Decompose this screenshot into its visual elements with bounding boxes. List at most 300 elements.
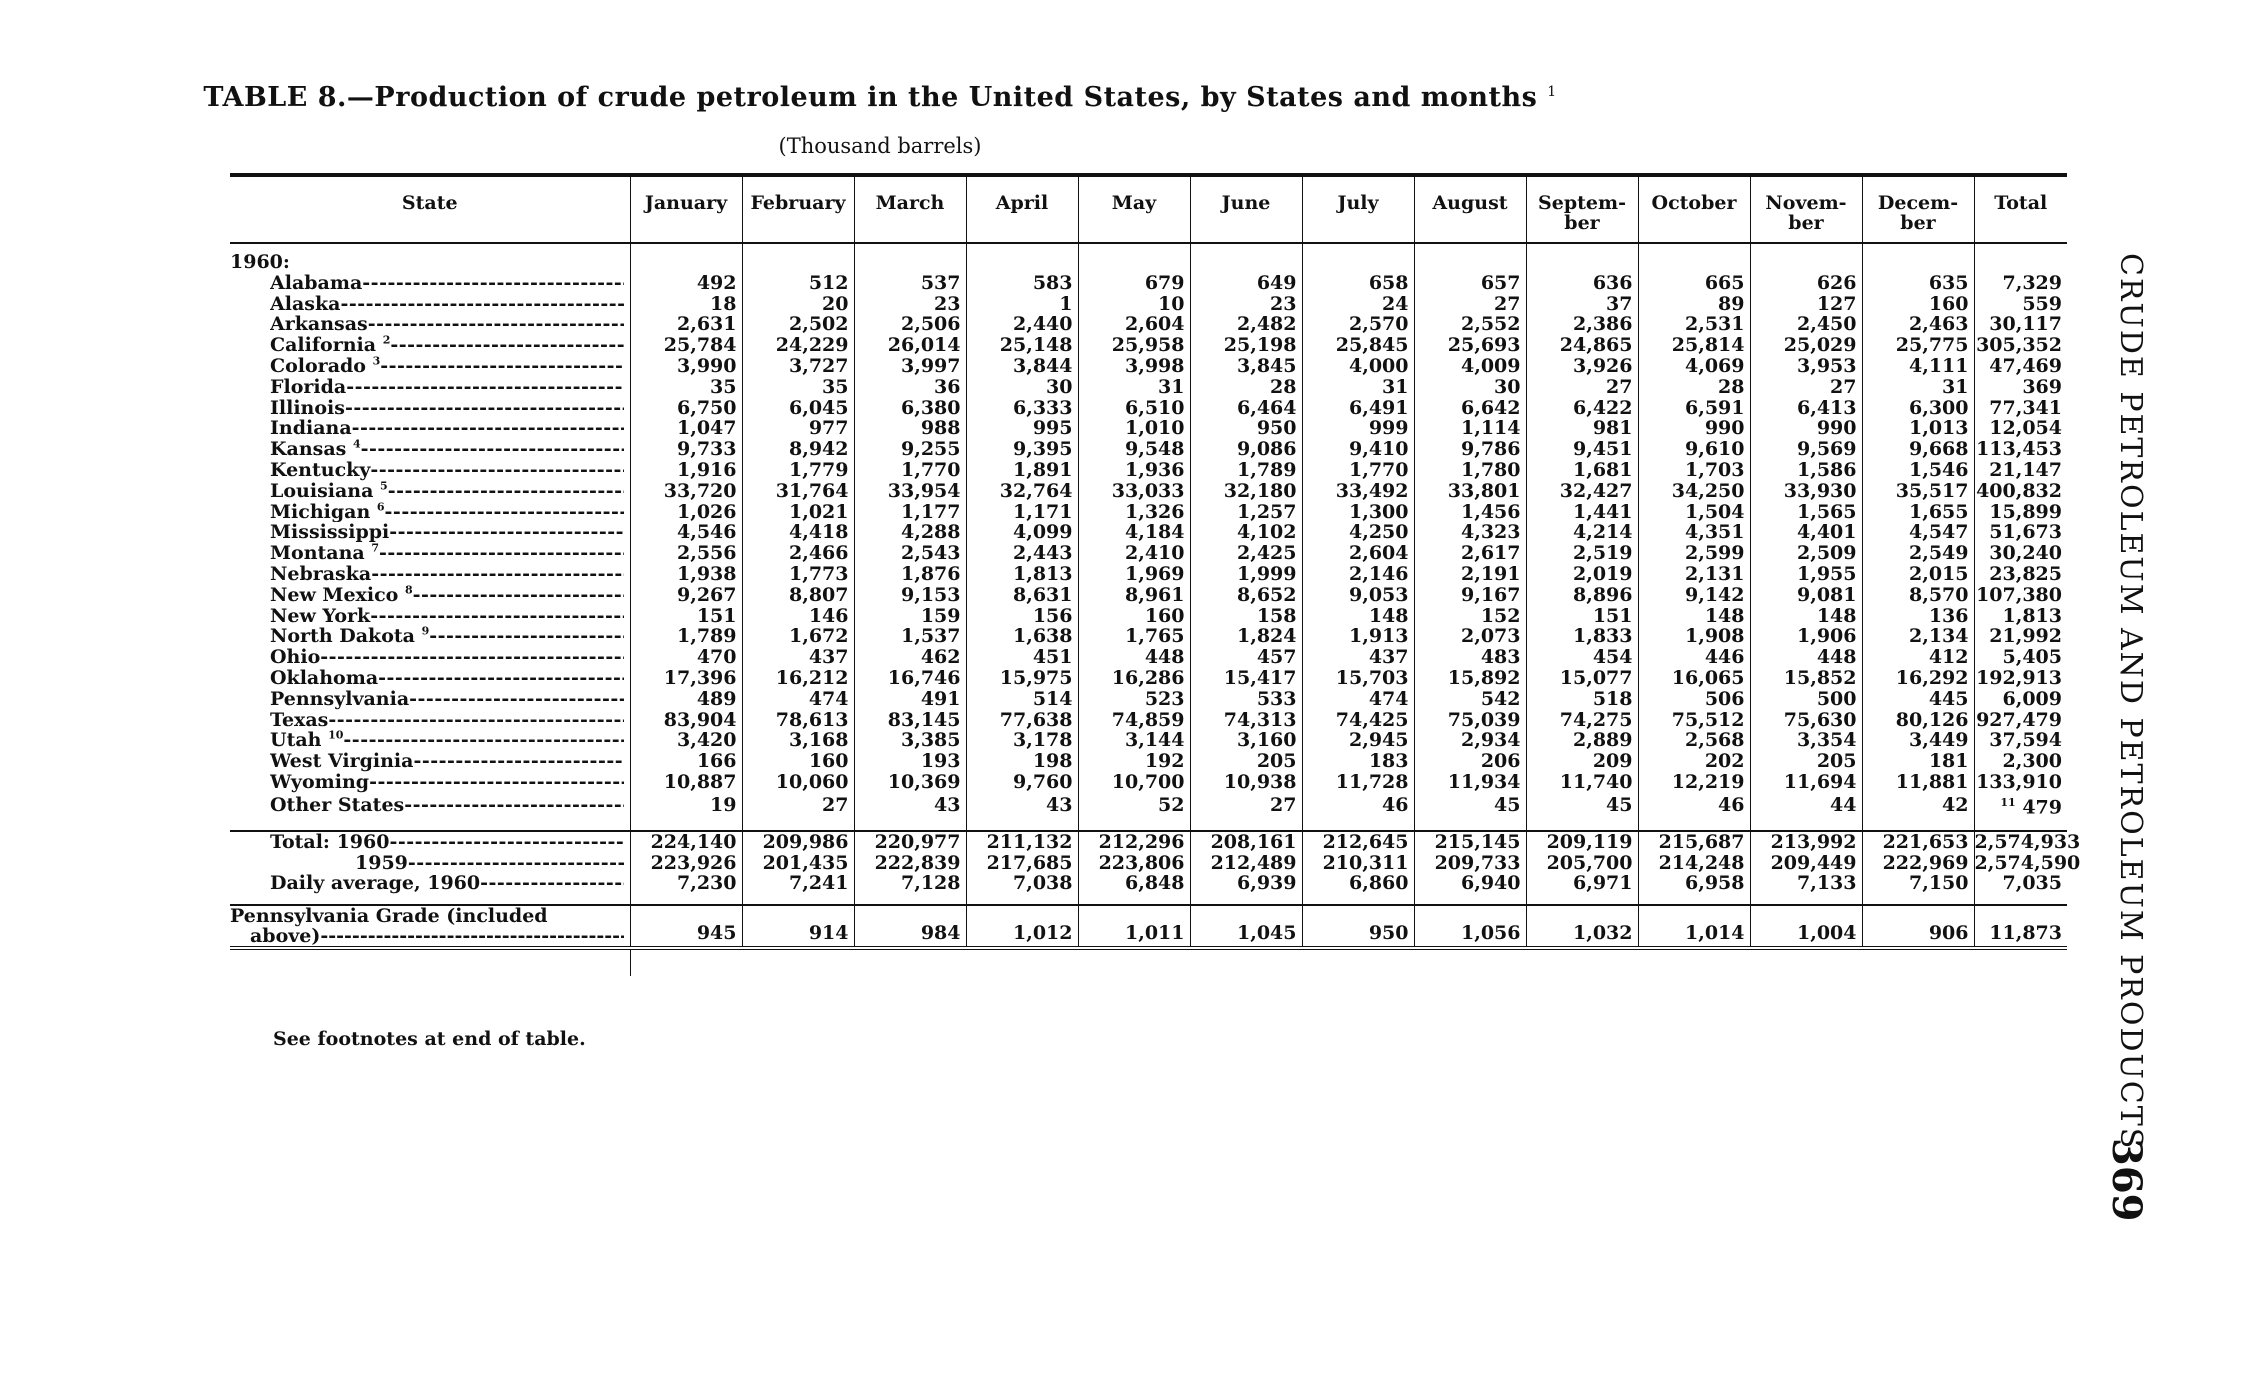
month-value [1302,751,1414,772]
cell-value: 657 [1480,271,1521,294]
footnote-marker: 6 [376,501,385,514]
cell-value: 8,631 [1013,583,1073,606]
month-value [1302,481,1414,502]
cell-value: 192,913 [1976,666,2062,689]
month-value [1750,564,1862,585]
month-value [1078,377,1190,398]
empty-cell [630,948,742,976]
cell-value: 27 [1830,375,1857,398]
total-value [1974,689,2067,710]
state-name-cell [230,522,630,543]
month-value [630,398,742,419]
month-value [966,377,1078,398]
state-label: California [270,335,377,356]
table-row [230,772,2067,793]
month-value [1190,626,1302,647]
empty-cell [1190,894,1302,905]
cell-value: 83,904 [663,708,737,731]
month-value [1078,460,1190,481]
cell-value: 2,509 [1797,542,1857,565]
table-row [230,335,2067,356]
state-name-cell [230,543,630,564]
month-value [1750,647,1862,668]
cell-value: 2,450 [1797,313,1857,336]
cell-value: 400,832 [1976,479,2062,502]
state-name [270,335,624,356]
cell-value: 35,517 [1895,479,1969,502]
state-name [270,795,624,816]
totals-value: 6,940 [1414,873,1526,894]
empty-cell [1862,948,1974,976]
month-value [1414,606,1526,627]
month-value [1862,668,1974,689]
cell-value: 6,300 [1909,396,1969,419]
empty-cell [1974,894,2067,905]
cell-value: 927,479 [1976,708,2062,731]
empty-cell [1862,818,1974,831]
total-value [1974,481,2067,502]
running-head [2100,253,2160,1151]
month-value [966,356,1078,377]
totals-value: 223,806 [1078,853,1190,874]
cell-value: 25,814 [1671,334,1745,357]
cell-value: 2,019 [1573,562,1633,585]
cell-value: 1,047 [677,417,737,440]
month-value [1526,502,1638,523]
cell-value: 47,469 [1989,354,2062,377]
month-value [1526,314,1638,335]
month-value [742,335,854,356]
state-label: Ohio [270,647,321,668]
cell-value: 1,824 [1237,625,1297,648]
month-value [1078,668,1190,689]
state-name [270,606,624,627]
state-name-cell [230,730,630,751]
month-value [1078,522,1190,543]
month-value [1638,460,1750,481]
cell-value: 43 [934,793,961,816]
month-value [1750,730,1862,751]
month-value [1078,689,1190,710]
month-value [1302,460,1414,481]
empty-cell [1526,948,1638,976]
cell-value: 9,733 [677,438,737,461]
state-label: Alabama [270,272,363,294]
month-value [742,772,854,793]
month-value [1750,522,1862,543]
cell-value: 42 [1942,793,1969,816]
cell-value: 2,386 [1573,313,1633,336]
month-value [630,418,742,439]
totals-value: 212,296 [1078,831,1190,853]
empty-cell [1974,948,2067,976]
empty-cell [230,894,630,905]
totals-value: 212,645 [1302,831,1414,853]
empty-cell [630,894,742,905]
month-value [630,481,742,502]
cell-value: 1,504 [1685,500,1745,523]
cell-value: 3,953 [1797,354,1857,377]
month-value [630,606,742,627]
state-name [270,460,624,481]
cell-value: 46 [1718,793,1745,816]
cell-value: 27 [1494,292,1521,315]
totals-label [270,873,624,894]
month-value [1078,502,1190,523]
state-name [270,502,624,523]
totals-value: 205,700 [1526,853,1638,874]
state-label: Colorado [270,355,366,377]
cell-value: 25,029 [1783,334,1857,357]
footnote-marker: 3 [372,355,381,368]
month-value [1190,460,1302,481]
header-november: Novem- ber [1750,177,1862,243]
totals-value: 6,958 [1638,873,1750,894]
month-value [1078,751,1190,772]
total-value [1974,793,2067,818]
footnote-marker: 7 [371,543,380,555]
month-value [1190,377,1302,398]
cell-value: 462 [920,646,961,669]
month-value [1862,543,1974,564]
state-label: Pennsylvania [270,688,410,710]
month-value [1750,418,1862,439]
month-value [742,606,854,627]
month-value [1190,751,1302,772]
empty-cell [1750,243,1862,273]
month-value [854,626,966,647]
total-value [1974,710,2067,731]
cell-value: 4,099 [1013,521,1073,544]
month-value [1862,522,1974,543]
cell-value: 26,014 [887,334,961,357]
month-value [1078,710,1190,731]
month-value [966,398,1078,419]
cell-value: 45 [1494,793,1521,816]
cell-value: 37,594 [1989,729,2062,752]
month-value [1750,502,1862,523]
month-value [854,273,966,294]
state-name-cell [230,439,630,460]
cell-value: 3,178 [1013,729,1073,752]
cell-value: 479 [2022,796,2062,819]
month-value [1414,439,1526,460]
month-value [1190,502,1302,523]
cell-value: 32,180 [1223,479,1297,502]
cell-value: 9,786 [1461,438,1521,461]
month-value [854,668,966,689]
totals-value: 6,939 [1190,873,1302,894]
month-value [1526,564,1638,585]
total-value [1974,730,2067,751]
month-value [742,377,854,398]
month-value [854,439,966,460]
cell-value: 446 [1704,646,1745,669]
month-value [1862,335,1974,356]
cell-value: 523 [1144,687,1185,710]
table-row [230,751,2067,772]
state-label: West Virginia [270,751,414,772]
cell-value: 3,354 [1797,729,1857,752]
total-value [1974,460,2067,481]
cell-value: 9,142 [1685,583,1745,606]
cell-value: 6,380 [901,396,961,419]
month-value [630,772,742,793]
cell-value: 1,938 [677,562,737,585]
cell-value: 32,764 [999,479,1073,502]
month-value [1302,710,1414,731]
month-value [1190,294,1302,315]
totals-value: 210,311 [1302,853,1414,874]
cell-value: 1,876 [901,562,961,585]
cell-value: 9,081 [1797,583,1857,606]
month-value [1638,751,1750,772]
month-value [966,606,1078,627]
totals-row [230,873,2067,894]
cell-value: 483 [1480,646,1521,669]
cell-value: 2,556 [677,542,737,565]
cell-value: 448 [1144,646,1185,669]
empty-cell [854,948,966,976]
month-value [1414,793,1526,818]
empty-cell [742,894,854,905]
month-value [1414,730,1526,751]
state-name [270,564,624,585]
totals-value: 217,685 [966,853,1078,874]
cell-value: 25,198 [1223,334,1297,357]
cell-value: 31 [1942,375,1969,398]
cell-value: 74,425 [1335,708,1409,731]
month-value [1750,398,1862,419]
month-value [1526,460,1638,481]
month-value [1526,481,1638,502]
cell-value: 46 [1382,793,1409,816]
totals-value: 223,926 [630,853,742,874]
cell-value: 209 [1592,750,1633,773]
cell-value: 146 [808,604,849,627]
totals-value: 7,133 [1750,873,1862,894]
month-value [854,502,966,523]
cell-value: 412 [1928,646,1969,669]
totals-value: 7,150 [1862,873,1974,894]
month-value [1190,647,1302,668]
month-value [854,356,966,377]
state-name [270,710,624,731]
empty-cell [1750,948,1862,976]
cell-value: 2,466 [789,542,849,565]
cell-value: 10,887 [663,770,737,793]
month-value [1302,793,1414,818]
cell-value: 152 [1480,604,1521,627]
cell-value: 1,936 [1125,458,1185,481]
cell-value: 20 [822,292,849,315]
state-name [270,294,624,315]
month-value [1526,730,1638,751]
state-name-cell [230,710,630,731]
cell-value: 583 [1032,271,1073,294]
month-value [630,522,742,543]
month-value [1526,294,1638,315]
month-value [1526,668,1638,689]
cell-value: 3,160 [1237,729,1297,752]
month-value [1078,439,1190,460]
month-value [1862,398,1974,419]
month-value [742,460,854,481]
cell-value: 151 [1592,604,1633,627]
cell-value: 74,313 [1223,708,1297,731]
cell-value: 1,638 [1013,625,1073,648]
month-value [1190,543,1302,564]
state-label: Mississippi [270,522,390,544]
month-value [1190,710,1302,731]
state-label: Illinois [270,397,345,419]
empty-cell [742,818,854,831]
cell-value: 6,510 [1125,396,1185,419]
cell-value: 988 [920,417,961,440]
month-value [1526,772,1638,793]
month-value [1638,356,1750,377]
totals-value: 209,119 [1526,831,1638,853]
header-july: July [1302,177,1414,243]
header-row [230,177,2067,243]
month-value [1078,772,1190,793]
month-value [966,543,1078,564]
cell-value: 2,502 [789,313,849,336]
cell-value: 2,440 [1013,313,1073,336]
month-value [1302,398,1414,419]
totals-value: 215,687 [1638,831,1750,853]
totals-label-text: Daily average, 1960 [270,873,481,895]
cell-value: 1,257 [1237,500,1297,523]
month-value [1414,460,1526,481]
month-value [1750,751,1862,772]
month-value [630,273,742,294]
month-value [630,689,742,710]
cell-value: 74,275 [1559,708,1633,731]
month-value [1526,522,1638,543]
cell-value: 6,045 [789,396,849,419]
header-total: Total [1974,177,2067,243]
cell-value: 537 [920,271,961,294]
month-value [1078,398,1190,419]
cell-value: 9,153 [901,583,961,606]
month-value [1526,335,1638,356]
month-value [1078,481,1190,502]
state-name [270,377,624,398]
month-value [854,543,966,564]
month-value [1414,522,1526,543]
production-table [230,177,2081,976]
cell-value: 2,631 [677,313,737,336]
state-label: Montana [270,543,365,564]
month-value [966,294,1078,315]
cell-value: 305,352 [1976,334,2062,357]
month-value [1638,606,1750,627]
cell-value: 514 [1032,687,1073,710]
cell-value: 16,065 [1671,666,1745,689]
empty-cell [1190,818,1302,831]
month-value [1302,626,1414,647]
month-value [742,273,854,294]
cell-value: 9,167 [1461,583,1521,606]
month-value [854,793,966,818]
month-value [966,335,1078,356]
pa-grade-value: 1,032 [1526,905,1638,948]
cell-value: 1,300 [1349,500,1409,523]
month-value [1526,606,1638,627]
total-value [1974,398,2067,419]
cell-value: 4,547 [1909,521,1969,544]
totals-value: 224,140 [630,831,742,853]
month-value [1190,564,1302,585]
state-name [270,730,624,751]
cell-value: 24,229 [775,334,849,357]
month-value [966,418,1078,439]
cell-value: 28 [1270,375,1297,398]
total-value [1974,314,2067,335]
total-value [1974,564,2067,585]
totals-label-cell [230,831,630,853]
table-row [230,606,2067,627]
month-value [1414,689,1526,710]
cell-value: 9,053 [1349,583,1409,606]
month-value [1526,793,1638,818]
month-value [630,730,742,751]
month-value [742,481,854,502]
header-september: Septem- ber [1526,177,1638,243]
cell-value: 1,537 [901,625,961,648]
cell-value: 1,765 [1125,625,1185,648]
month-value [1414,626,1526,647]
total-value [1974,668,2067,689]
state-label: Michigan [270,501,371,523]
cell-value: 133,910 [1976,770,2062,793]
month-value [1750,710,1862,731]
month-value [1526,710,1638,731]
empty-cell [742,243,854,273]
month-value [1638,626,1750,647]
state-name-cell [230,398,630,419]
month-value [1750,481,1862,502]
state-name [270,273,624,294]
month-value [966,668,1078,689]
total-value [1974,439,2067,460]
cell-value: 4,351 [1685,521,1745,544]
month-value [1190,793,1302,818]
total-value [1974,606,2067,627]
cell-value: 205 [1256,750,1297,773]
month-value [1414,585,1526,606]
cell-value: 2,191 [1461,562,1521,585]
cell-value: 3,449 [1909,729,1969,752]
cell-value: 491 [920,687,961,710]
month-value [630,751,742,772]
state-name [270,689,624,710]
total-value [1974,522,2067,543]
cell-value: 21,992 [1989,625,2062,648]
cell-value: 4,000 [1349,354,1409,377]
month-value [854,647,966,668]
month-value [1302,356,1414,377]
month-value [1414,502,1526,523]
table-row [230,668,2067,689]
month-value [1862,481,1974,502]
cell-value: 649 [1256,271,1297,294]
month-value [1638,564,1750,585]
cell-value: 198 [1032,750,1073,773]
cell-value: 30 [1494,375,1521,398]
month-value [1638,502,1750,523]
